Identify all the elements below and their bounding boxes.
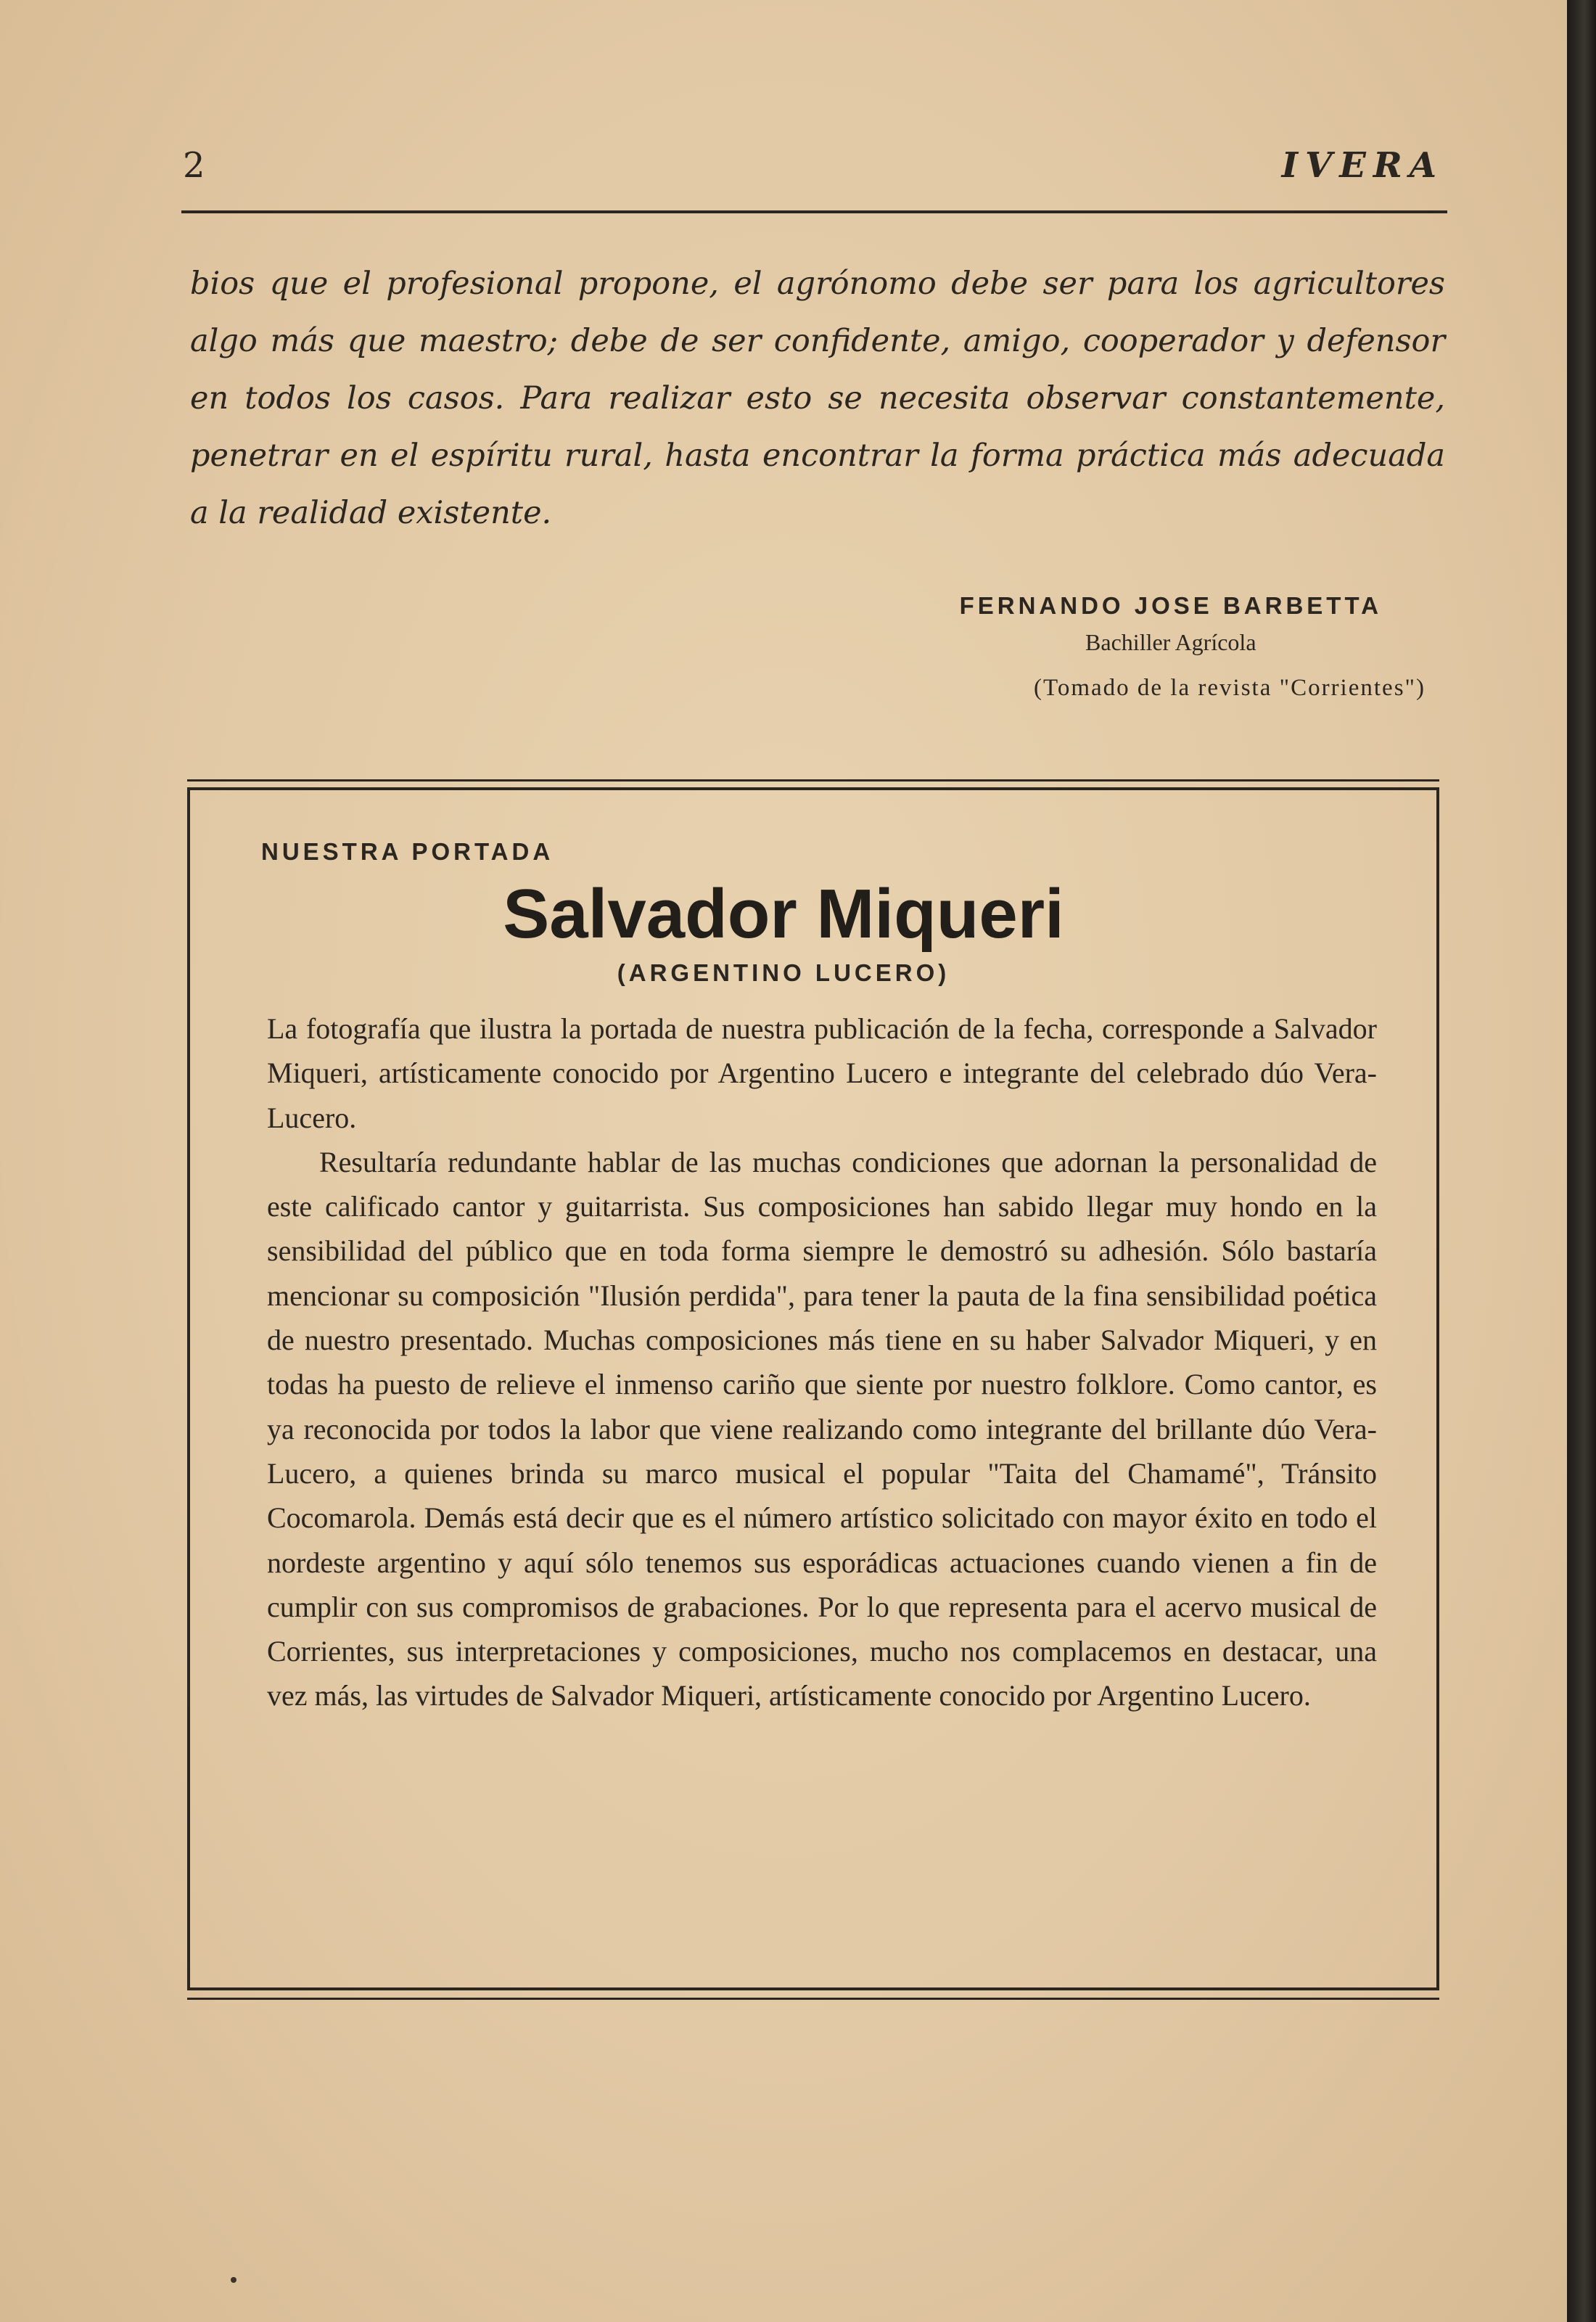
feature-paragraph-1: La fotografía que ilustra la portada de nuestra publicación de la fecha, corresponde a Salvador Miqueri, artísticamente conocido por Argentino Lucero e integrante del celebrado dúo Vera-Lucero.: [267, 1012, 1377, 1134]
feature-paragraph-2: Resultaría redundante hablar de las muchas condiciones que adornan la personalidad de este calificado cantor y guitarrista. Sus composiciones han sabido llegar muy hondo en la sensibilidad del público que en toda forma siempre le demostró su adhesión. Sólo bastaría mencionar su composición "Ilusión perdida", para tener la pauta de la fina sensibilidad poética de nuestro presentado. Muchas composiciones más tiene en su haber Salvador Miqueri, y en todas ha puesto de relieve el inmenso cariño que siente por nuestro folklore. Como cantor, es ya reconocida por todos la labor que viene realizando como integrante del brillante dúo Vera-Lucero, a quienes brinda su marco musical el popular "Taita del Chamamé", Tránsito Cocomarola. Demás está decir que es el número artístico solicitado con mayor éxito en todo el nordeste argentino y aquí sólo tenemos sus esporádicas actuaciones cuando vienen a fin de cumplir con sus compromisos de grabaciones. Por lo que representa para el acervo musical de Corrientes, sus interpretaciones y composiciones, mucho nos complacemos en destacar, una vez más, las virtudes de Salvador Miqueri, artísticamente conocido por Argentino Lucero.: [267, 1145, 1377, 1712]
author-name: FERNANDO JOSE BARBETTA: [959, 592, 1382, 619]
box-bottom-rule: [187, 1998, 1439, 2000]
intro-paragraph: bios que el profesional propone, el agrónomo debe ser para los agricultores algo más que maestro; debe de ser confidente, amigo, cooperador y defensor en todos los casos. Para realizar esto se necesita observar constantemente, penetrar en el espíritu rural, hasta encontrar la forma práctica más adecuada a la realidad existente.: [190, 266, 1445, 531]
author-title: Bachiller Agrícola: [1085, 629, 1256, 655]
page-number: 2: [183, 145, 205, 186]
box-top-rule: [187, 779, 1439, 781]
page-speck: [231, 2277, 236, 2283]
header-rule: [181, 210, 1447, 213]
publication-title: IVERA: [1281, 145, 1444, 186]
feature-body: [267, 1006, 1377, 1718]
feature-subhead: (ARGENTINO LUCERO): [617, 959, 950, 986]
article-source: (Tomado de la revista "Corrientes"): [1034, 675, 1426, 701]
author-signature: [960, 588, 1382, 660]
binding-edge: [1567, 0, 1596, 2322]
section-kicker: NUESTRA PORTADA: [261, 838, 554, 865]
feature-headline: Salvador Miqueri: [503, 875, 1064, 953]
